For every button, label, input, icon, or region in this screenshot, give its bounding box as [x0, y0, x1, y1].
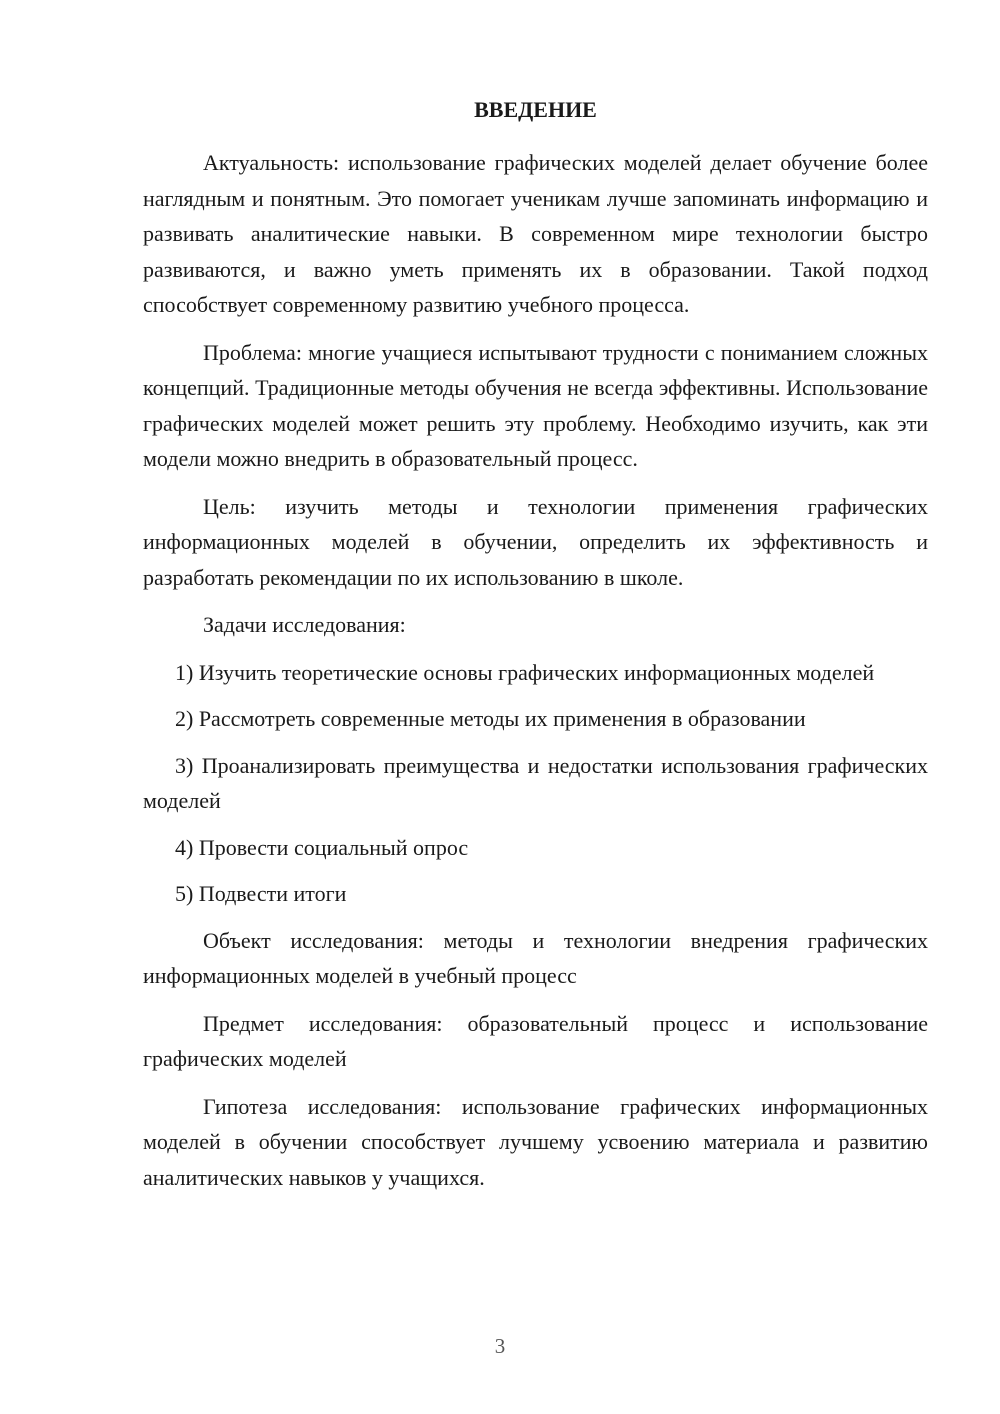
- document-page: [143, 92, 928, 1207]
- task-item: 2) Рассмотреть современные методы их применения в образовании: [175, 706, 806, 731]
- task-item: 1) Изучить теоретические основы графических информационных моделей: [175, 659, 875, 685]
- object-paragraph: Объект исследования: методы и технологии внедрения графических информационных моделей в учебный процесс: [143, 927, 928, 988]
- problem-paragraph: Проблема: многие учащиеся испытывают трудности с пониманием сложных концепций. Традиционные методы обучения не всегда эффективны. Использование графических моделей может решить эту проблему. Необходимо изучить, как эти модели можно внедрить в образовательный процесс.: [143, 339, 928, 471]
- tasks-list: [143, 655, 928, 912]
- hypothesis-paragraph: Гипотеза исследования: использование графических информационных моделей в обучении способствует лучшему усвоению материала и развитию аналитических навыков у учащихся.: [143, 1093, 928, 1190]
- task-item: 4) Провести социальный опрос: [175, 834, 469, 860]
- goal-paragraph: Цель: изучить методы и технологии применения графических информационных моделей в обучении, определить их эффективность и разработать рекомендации по их использованию в школе.: [143, 493, 928, 590]
- relevance-paragraph: Актуальность: использование графических моделей делает обучение более наглядным и понятным. Это помогает ученикам лучше запоминать информацию и развивать аналитические навыки. В современном мире технологии быстро развиваются, и важно уметь применять их в образовании. Такой подход способствует современному развитию учебного процесса.: [143, 150, 928, 317]
- page-number: 3: [494, 1334, 506, 1358]
- page-title: ВВЕДЕНИЕ: [474, 97, 597, 122]
- task-item: 3) Проанализировать преимущества и недостатки использования графических моделей: [143, 752, 928, 813]
- task-item: 5) Подвести итоги: [175, 881, 347, 906]
- tasks-heading: Задачи исследования:: [203, 612, 406, 637]
- subject-paragraph: Предмет исследования: образовательный процесс и использование графических моделей: [143, 1010, 928, 1071]
